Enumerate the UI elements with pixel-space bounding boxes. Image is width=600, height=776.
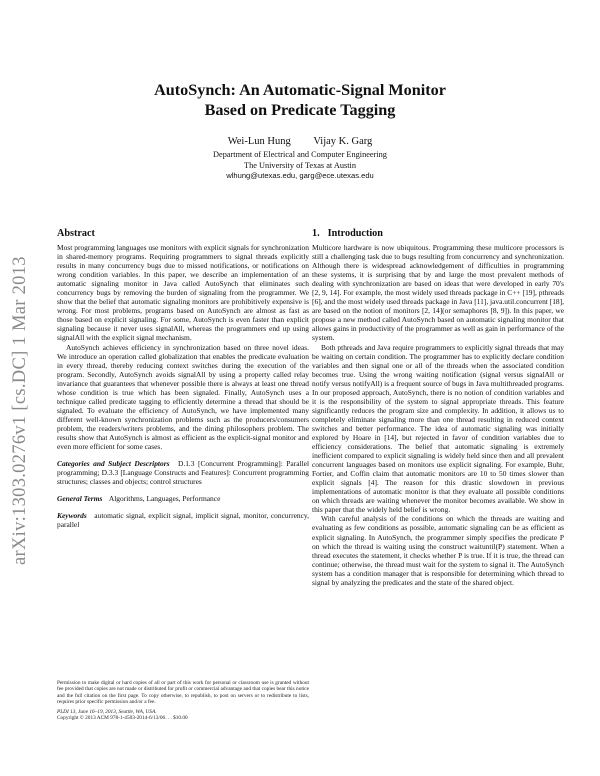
intro-heading [312,227,564,240]
abstract-heading: Abstract [57,228,95,239]
abstract-paragraph-2: AutoSynch achieves efficiency in synchronization based on three novel ideas. We introduce an operation called globalization that enables the predicate evaluation in every thread, thereby reducing context switches during the execution of the program. Secondly, AutoSynch avoids signalAll by using a property called relay invariance that guarantees that whenever possible there is always at least one thread whose condition is true which has been signaled. Finally, AutoSynch uses a technique called predicate tagging to efficiently determine a thread that should be signaled. To evaluate the efficiency of AutoSynch, we have implemented many different well-known synchronization problems such as the producers/consumers problem, the readers/writers problems, and the dining philosophers problem. The results show that AutoSynch is almost as efficient as the explicit-signal monitor and even more efficient for some cases. [57,342,309,452]
intro-paragraph-1: Multicore hardware is now ubiquitous. Programming these multicore processors is still a challenging task due to bugs resulting from concurrency and synchronization. Although there is widespread acknowledgement of difficulties in programming these systems, it is surprising that by and large the most prevalent methods of dealing with synchronization are based on ideas that were developed in early 70's [2, 9, 14]. For example, the most widely used threads package in C++ [19], pthreads [6], and the most widely used threads package in Java [11], java.util.concurrent [18], are based on the notion of monitors [2, 14](or semaphores [8, 9]). In this paper, we propose a new method called AutoSynch based on automatic signaling monitor that allows gains in productivity of the programmer as well as gain in performance of the system. [312,243,564,343]
intro-paragraph-3: With careful analysis of the conditions on which the threads are waiting and evaluating as few conditions as possible, automatic signaling can be as efficient as explicit signaling. In AutoSynch, the programmer simply specifies the predicate P on which the thread is waiting using the construct waituntil(P) statement. When a thread executes the statement, it checks whether P is true. If it is true, the thread can continue; otherwise, the thread must wait for the system to signal it. The AutoSynch system has a condition manager that is responsible for determining which thread to signal by analyzing the predicates and the state of the shared object. [312,514,564,587]
paper-title [100,80,500,120]
title-line-2: Based on Predicate Tagging [204,101,396,119]
author-emails: wlhung@utexas.edu, garg@ece.utexas.edu [226,171,374,181]
permission-notice: Permission to make digital or hard copies of all or part of this work for personal or classroom use is granted without fee provided that copies are not made or distributed for profit or commercial advantage and that copies bear this notice and the full citation on the first page. To copy otherwise, to republish, to post on servers or to redistribute to lists, requires prior specific permission and/or a fee. [57,680,309,706]
permission-footer [57,680,309,721]
intro-paragraph-2: Both pthreads and Java require programmers to explicitly signal threads that may be waiting on certain condition. The programmer has to explicitly declare condition variables and then signal one or all of the threads when the associated condition becomes true. Using the wrong waiting notification (signal versus signalAll or notify versus notifyAll) is a frequent source of bugs in Java multithreaded programs. In our proposed approach, AutoSynch, there is no notion of condition variables and it is the responsibility of the system to signal appropriate threads. This feature significantly reduces the program size and complexity. In addition, it allows us to completely eliminate signaling more than one thread resulting in reduced context switches and better performance. The idea of automatic signaling was initially explored by Hoare in [14], but rejected in favor of condition variables due to efficiency considerations. The belief that automatic signaling is extremely inefficient compared to explicit signaling is widely held since then and all prevalent concurrent languages based on monitors use explicit signaling. For example, Buhr, Fortier, and Coffin claim that automatic monitors are 10 to 50 times slower than explicit signals [4]. The reason for this drastic slowdown in previous implementations of automatic monitor is that they evaluate all possible conditions on which threads are waiting whenever the monitor becomes available. We show in this paper that the widely held belief is wrong. [312,342,564,515]
affiliation [100,150,500,182]
arxiv-id: arXiv:1303.0276v1 [cs.DC] 1 Mar 2013 [10,256,30,565]
author-list [100,136,500,147]
keywords-block [57,511,309,529]
categories-block [57,459,309,486]
categories-text: D.1.3 [Concurrent Programming]: Parallel programming; D.3.3 [Language Constructs and Features]: Concurrent programming structures; classes and objects; control structures [57,459,310,487]
arxiv-stamp [10,195,30,565]
conference-info: PLDI 13, June 16–19, 2013, Seattle, WA, USA. [57,708,157,715]
left-column [57,227,309,529]
author-2: Vijay K. Garg [313,136,373,147]
title-line-1: AutoSynch: An Automatic-Signal Monitor [154,81,446,99]
affiliation-dept: Department of Electrical and Computer Engineering [213,150,387,159]
abstract-paragraph-1: Most programming languages use monitors with explicit signals for synchronization in shared-memory programs. Requiring programmers to signal threads explicitly results in many concurrency bugs due to missed notifications, or notifications on wrong condition variables. In this paper, we describe an implementation of an automatic signaling monitor in Java called AutoSynch that eliminates such concurrency bugs by removing the burden of signaling from the programmer. We show that the belief that automatic signaling monitors are prohibitively expensive is wrong. For most problems, programs based on AutoSynch are almost as fast as those based on explicit signaling. For some, AutoSynch is even faster than explicit signaling because it never uses signalAll, whereas the programmers end up using signalAll with the explicit signal mechanism. [57,243,309,343]
categories-heading: Categories and Subject Descriptors [57,459,170,469]
right-column [312,227,564,587]
author-1: Wei-Lun Hung [227,136,291,147]
general-terms-text: Algorithms, Languages, Performance [108,494,221,504]
keywords-heading: Keywords [57,511,87,521]
general-terms-heading: General Terms [57,494,103,504]
general-terms-block [57,494,309,503]
intro-section-title: Introduction [327,228,383,239]
copyright-notice: Copyright © 2013 ACM 978-1-4503-2014-6/13/06. . . $10.00 [57,715,188,722]
keywords-text: automatic signal, explicit signal, implicit signal, monitor, concurrency, parallel [57,511,309,530]
affiliation-univ: The University of Texas at Austin [244,160,356,170]
intro-section-number: 1. [312,228,320,239]
